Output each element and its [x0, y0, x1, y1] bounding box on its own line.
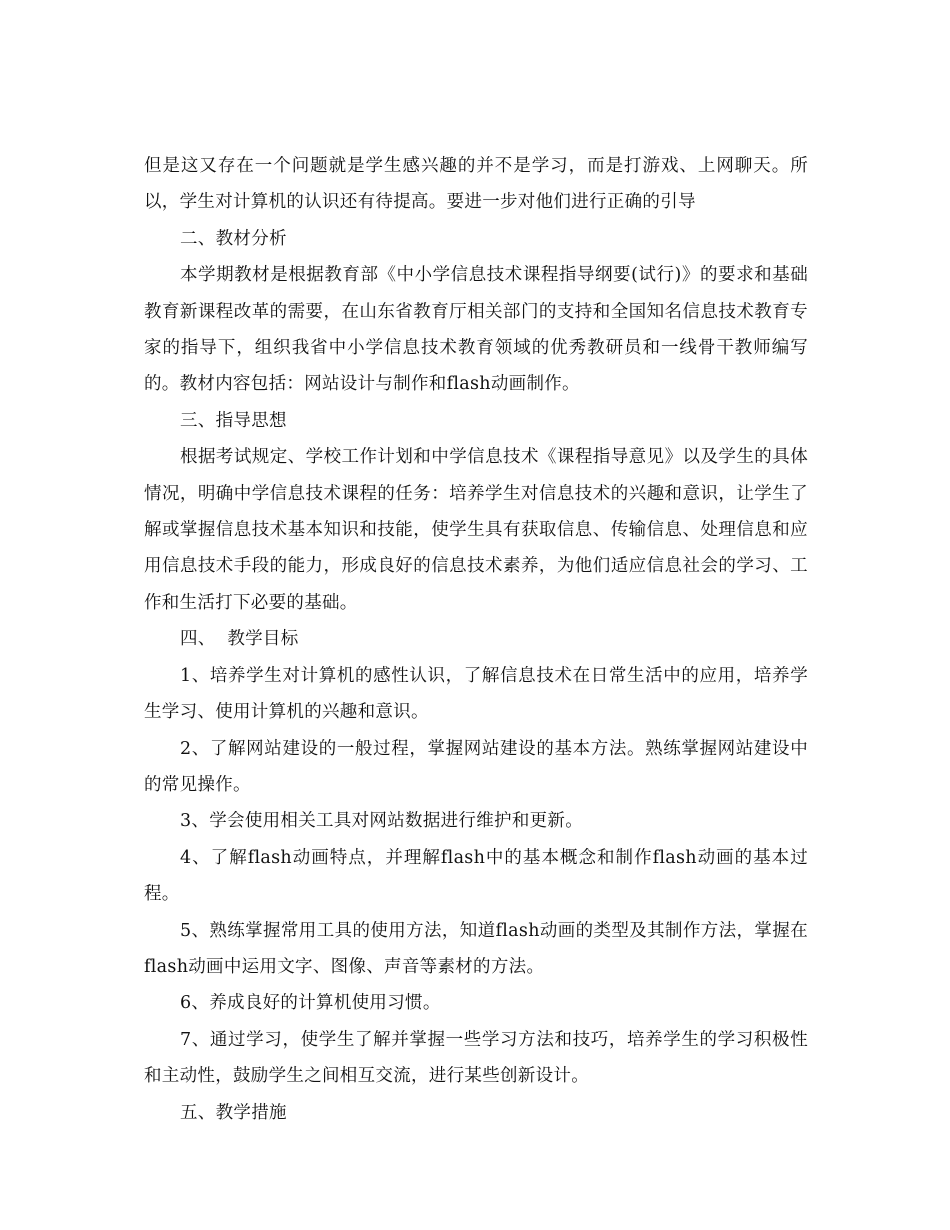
- goal-item-6: 6、养成良好的计算机使用习惯。: [180, 993, 441, 1014]
- goal-item-2: 2、了解网站建设的一般过程，掌握网站建设的基本方法。熟练掌握网站建设中的常见操作。: [144, 738, 808, 795]
- paragraph-intro-continuation: 但是这又存在一个问题就是学生感兴趣的并不是学习，而是打游戏、上网聊天。所以，学生对计算机的认识还有待提高。要进一步对他们进行正确的引导: [144, 156, 808, 213]
- goal-item-3: 3、学会使用相关工具对网站数据进行维护和更新。: [180, 811, 584, 832]
- paragraph-textbook-analysis: 本学期教材是根据教育部《中小学信息技术课程指导纲要(试行)》的要求和基础教育新课程改革的需要，在山东省教育厅相关部门的支持和全国知名信息技术教育专家的指导下，组织我省中小学信息技术教育领域的优秀教研员和一线骨干教师编写的。教材内容包括：网站设计与制作和flash动画制作。: [144, 265, 808, 395]
- goal-item-5: 5、熟练掌握常用工具的使用方法，知道flash动画的类型及其制作方法，掌握在flash动画中运用文字、图像、声音等素材的方法。: [144, 920, 808, 977]
- goal-item-7: 7、通过学习，使学生了解并掌握一些学习方法和技巧，培养学生的学习积极性和主动性，鼓励学生之间相互交流，进行某些创新设计。: [144, 1029, 808, 1087]
- section-heading-textbook-analysis: 二、教材分析: [180, 228, 287, 249]
- section-heading-teaching-goals: 四、 教学目标: [180, 629, 299, 650]
- goal-item-4: 4、了解flash动画特点，并理解flash中的基本概念和制作flash动画的基本过程。: [144, 847, 808, 905]
- section-heading-teaching-measures: 五、教学措施: [180, 1102, 287, 1123]
- paragraph-guiding-ideology: 根据考试规定、学校工作计划和中学信息技术《课程指导意见》以及学生的具体情况，明确中学信息技术课程的任务：培养学生对信息技术的兴趣和意识，让学生了解或掌握信息技术基本知识和技能，使学生具有获取信息、传输信息、处理信息和应用信息技术手段的能力，形成良好的信息技术素养，为他们适应信息社会的学习、工作和生活打下必要的基础。: [144, 447, 808, 613]
- goal-item-1: 1、培养学生对计算机的感性认识，了解信息技术在日常生活中的应用，培养学生学习、使用计算机的兴趣和意识。: [144, 665, 808, 723]
- document-body: [144, 148, 808, 1131]
- section-heading-guiding-ideology: 三、指导思想: [180, 410, 287, 431]
